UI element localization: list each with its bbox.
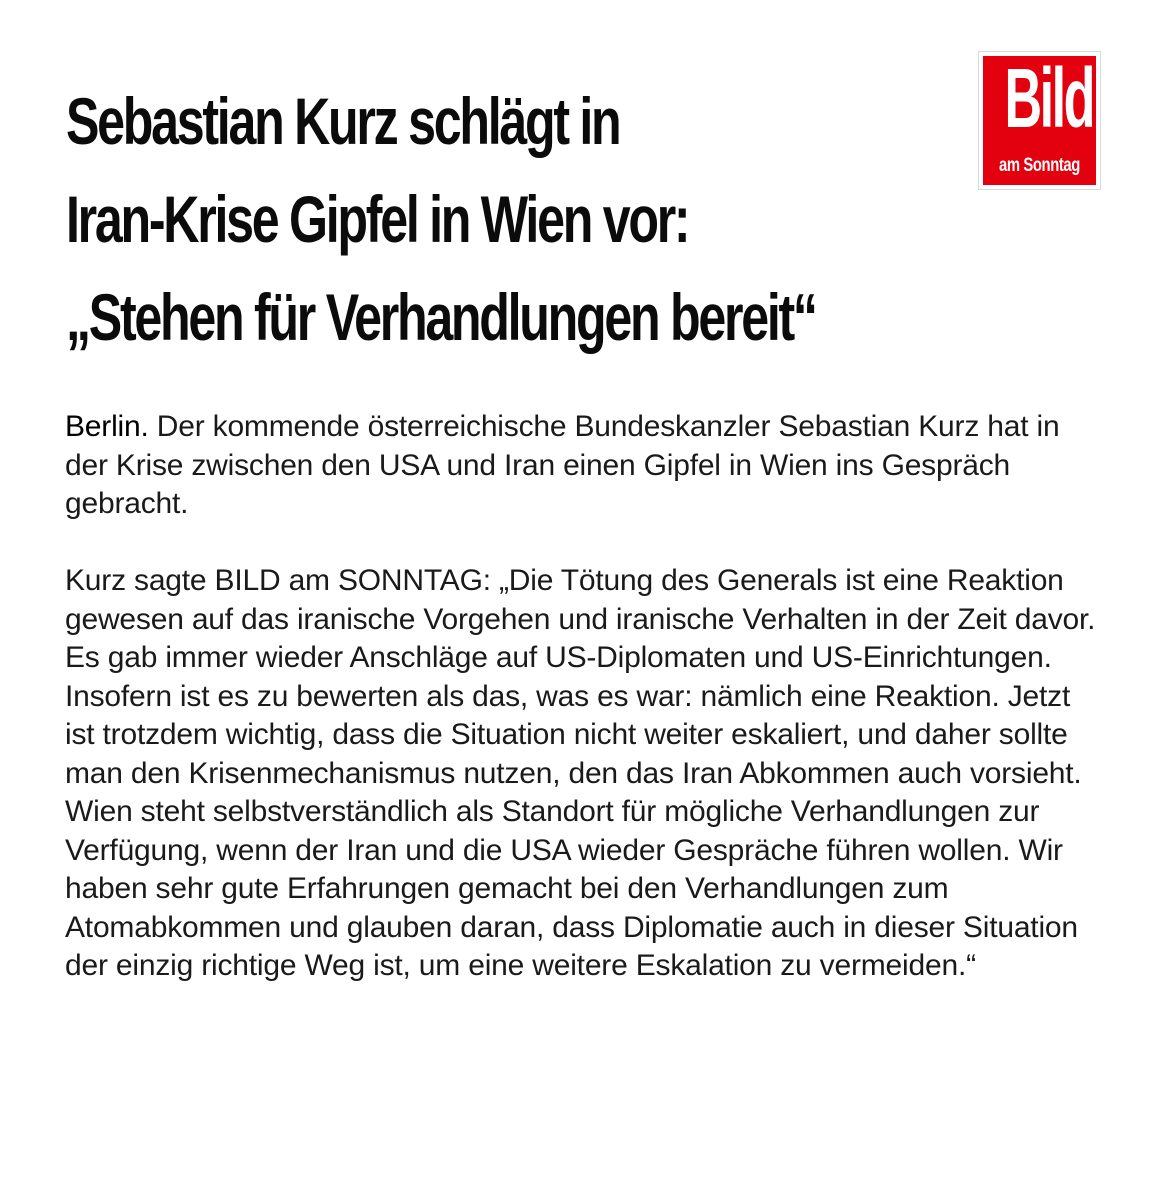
dateline: Berlin. <box>65 410 149 443</box>
lead-paragraph <box>65 408 1105 524</box>
logo-wordmark: Bild <box>1004 56 1093 145</box>
headline <box>66 72 816 366</box>
quote-paragraph: Kurz sagte BILD am SONNTAG: „Die Tötung des Generals ist eine Reaktion gewesen auf das iranische Vorgehen und iranische Verhalten in der Zeit davor. Es gab immer wieder Anschläge auf US-Diplomaten und US-Einrichtungen. Insofern ist es zu bewerten als das, was es war: nämlich eine Reaktion. Jetzt ist trotzdem wichtig, dass die Situation nicht weiter eskaliert, und daher sollte man den Krisenmechanismus nutzen, den das Iran Abkommen auch vorsieht. Wien steht selbstverständlich als Standort für mögliche Verhandlungen zur Verfügung, wenn der Iran und die USA wieder Gespräche führen wollen. Wir haben sehr gute Erfahrungen gemacht bei den Verhandlungen zum Atomabkommen und glauben daran, dass Diplomatie auch in dieser Situation der einzig richtige Weg ist, um eine weitere Eskalation zu vermeiden.“ <box>65 564 1096 982</box>
logo-red-box <box>983 56 1096 185</box>
bild-am-sonntag-logo <box>978 51 1101 190</box>
logo-subline: am Sonntag <box>999 155 1080 176</box>
article-body <box>65 408 1105 986</box>
headline-line-3: „Stehen für Verhandlungen bereit“ <box>66 280 816 354</box>
headline-line-1: Sebastian Kurz schlägt in <box>66 84 620 158</box>
lead-text: Der kommende österreichische Bundeskanzler Sebastian Kurz hat in der Krise zwischen den USA und Iran einen Gipfel in Wien ins Gespräch gebracht. <box>65 410 1060 520</box>
headline-line-2: Iran-Krise Gipfel in Wien vor: <box>66 182 689 256</box>
